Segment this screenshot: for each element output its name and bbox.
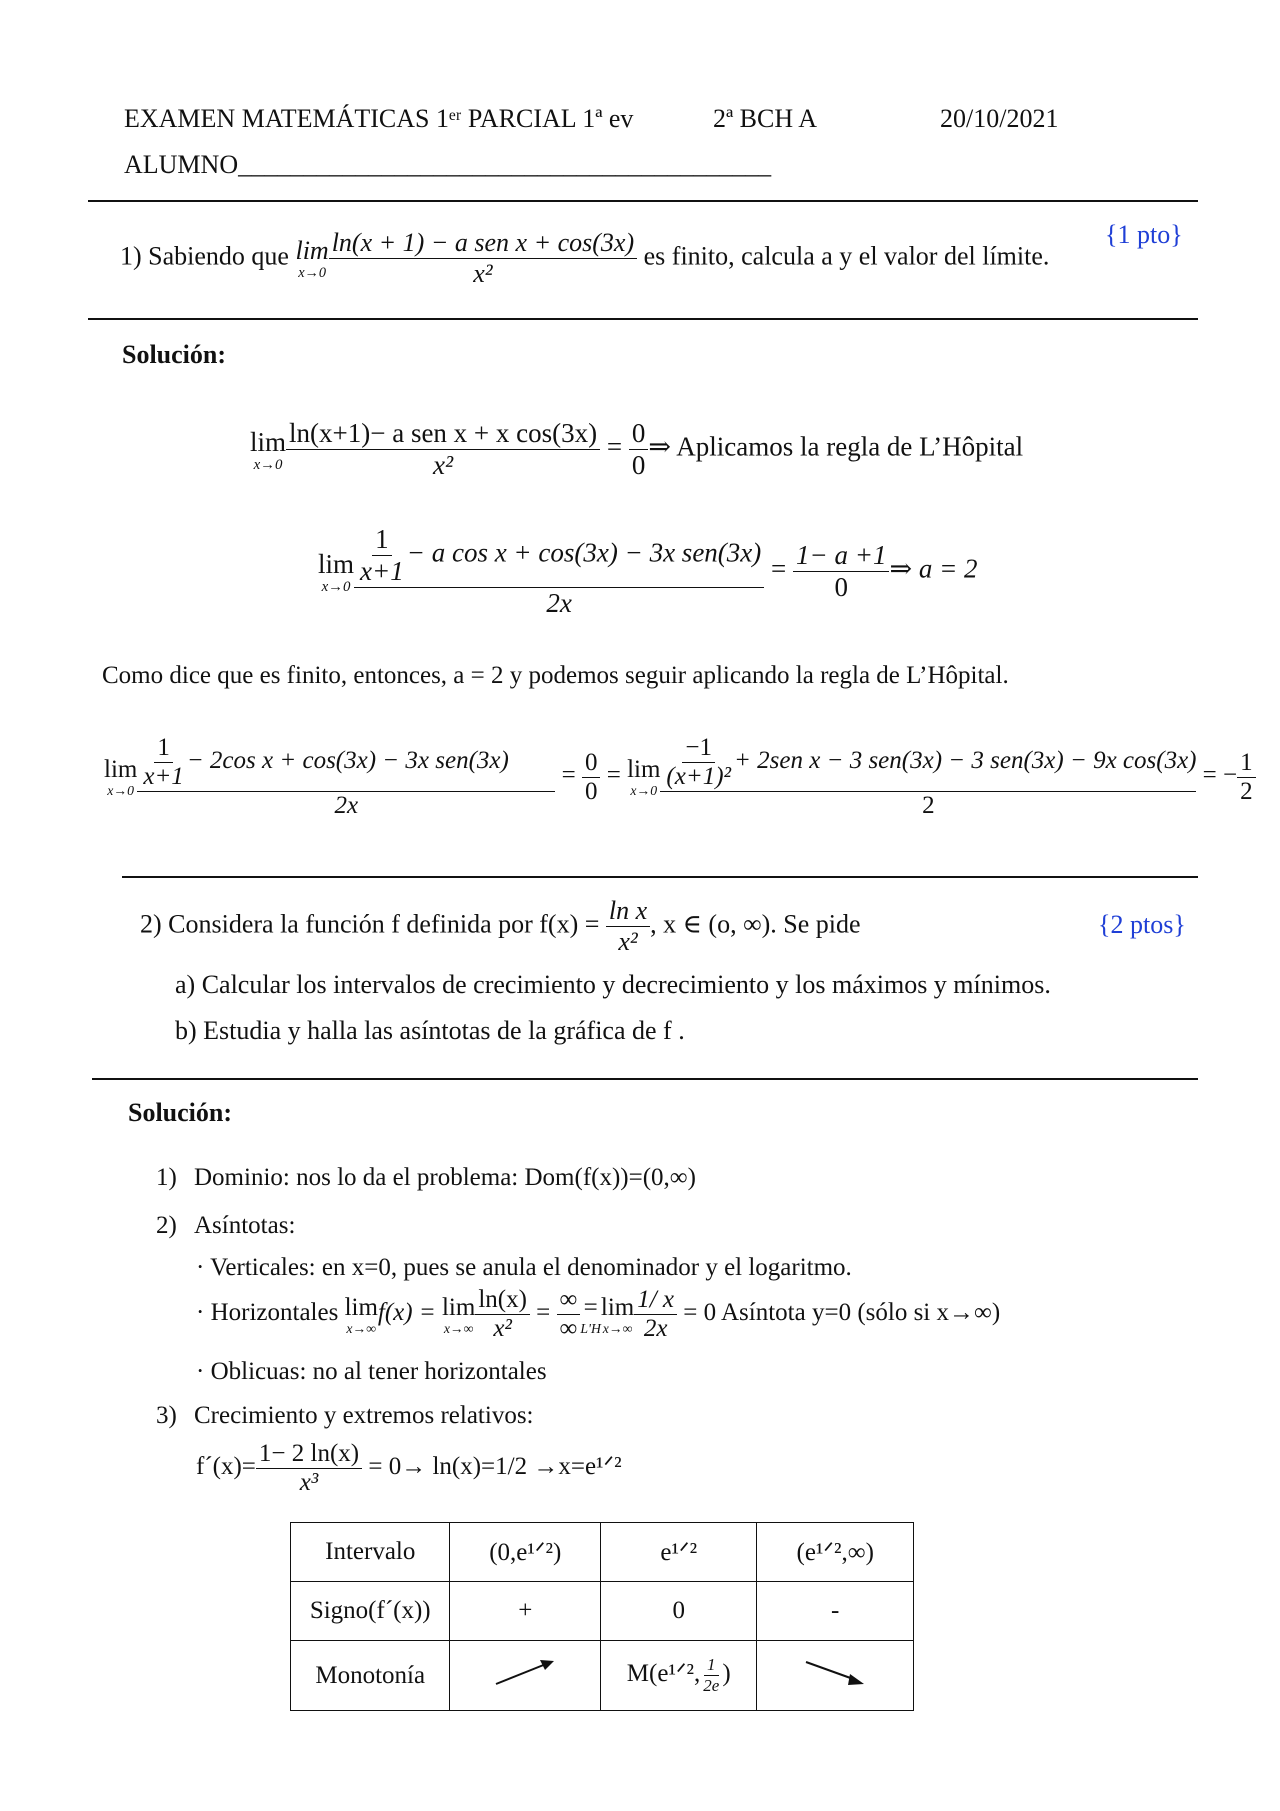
- inner-den: (x+1)²: [666, 763, 732, 790]
- inner-num: 1: [372, 524, 392, 556]
- lim: lim x→∞: [600, 1293, 635, 1336]
- student-blank: _________________________________________: [238, 150, 772, 179]
- divider: [122, 876, 1198, 878]
- fraction: [475, 1286, 530, 1343]
- p1-end: es finito, calcula a y el valor del límite.: [643, 241, 1050, 271]
- divider: [92, 1078, 1198, 1080]
- inner-fraction: [357, 524, 407, 587]
- p2-num: ln x: [606, 896, 650, 927]
- table-cell: Monotonía: [291, 1641, 450, 1711]
- frac-den: x²: [493, 1315, 512, 1342]
- fraction-2: [660, 734, 1196, 820]
- sol1-line-2: lim x→0 $\frac{1}{x+1}$ − a cos x + cos(3x) − 3x sen(3x) 2x = $\frac{1- a +1}{0}$ ⇒ a = 2: [318, 524, 978, 618]
- table-cell: (e¹ᐟ²,∞): [757, 1523, 914, 1582]
- table-cell: Intervalo: [291, 1523, 450, 1582]
- problem-1: [120, 228, 1049, 289]
- inner-den: x+1: [143, 763, 184, 790]
- sol1-line-1: [250, 418, 1023, 481]
- inner-num: 1: [154, 734, 173, 763]
- exam-title: EXAMEN MATEMÁTICAS 1ᵉʳ PARCIAL 1ª ev: [124, 104, 634, 133]
- item-1: Dominio: nos lo da el problema: Dom(f(x))=(0,∞): [194, 1164, 696, 1191]
- table-cell: (0,e¹ᐟ²): [450, 1523, 601, 1582]
- frac-num: [660, 734, 1196, 792]
- frac-den: x³: [299, 1469, 319, 1496]
- solution-title: Solución:: [122, 340, 227, 369]
- frac-den: 2e: [703, 1676, 720, 1695]
- fx: f(x) =: [377, 1299, 436, 1327]
- table-cell: +: [450, 1582, 601, 1641]
- divider: [88, 318, 1198, 320]
- zero-over-zero: [629, 418, 649, 481]
- lim-sub: x→∞: [346, 1320, 377, 1336]
- table-cell: [450, 1641, 601, 1711]
- exam-date: 20/10/2021: [940, 104, 1059, 133]
- p1-points: {1 pto}: [1105, 220, 1183, 249]
- lhopital-equals: = L'H: [580, 1293, 601, 1336]
- frac-num: 0: [582, 749, 601, 778]
- frac-den: 0: [834, 572, 848, 602]
- sol1-text: Como dice que es finito, entonces, a = 2 y podemos seguir aplicando la regla de L’Hôpital.: [102, 662, 1009, 689]
- result-fraction: [793, 540, 889, 603]
- frac-num: 1/ x: [634, 1286, 677, 1315]
- horizontal-asymptote: · Horizontales lim x→∞ f(x) = lim x→∞ $\frac{\ln(x)}{\text{x²}}$ = $\frac{\infty}{\infty}$ = L'H lim x→∞ $\frac{1/ x}{2x}$ = 0 Asíntota y=0 (sólo si x→∞): [196, 1286, 1001, 1342]
- equals: =: [606, 431, 623, 462]
- fraction: [634, 1286, 677, 1343]
- sol1-line-3: lim x→0 $\frac{1}{x+1}$ − 2cos x + cos(3x) − 3x sen(3x) 2x = $\frac{0}{0}$ = lim x→0 $\frac{-1}{\text{(x+1)²}}$ + 2sen x − 3 sen(3x) − 3 sen(3x) − 9x cos(3x) 2 = − $\frac{1}{2}$: [104, 734, 1256, 820]
- table-cell: [601, 1641, 757, 1711]
- max-text: M(e¹ᐟ²,: [626, 1660, 701, 1688]
- derivative-line: [196, 1440, 622, 1497]
- p1-den: x²: [473, 259, 493, 288]
- frac-num: 1− a +1: [793, 540, 889, 572]
- p2-start: 2) Considera la función f definida por f(x) =: [140, 909, 600, 939]
- student-label: [124, 150, 771, 180]
- lim: lim x→0: [104, 756, 138, 799]
- decreasing-arrow-icon: [800, 1654, 870, 1690]
- problem-2: [140, 896, 861, 957]
- lim: lim x→0: [250, 426, 287, 473]
- frac-den: x²: [433, 450, 454, 480]
- item-3-number: 3): [156, 1402, 177, 1429]
- num-rest: − a cos x + cos(3x) − 3x sen(3x): [406, 537, 762, 568]
- lim-sub: x→∞: [443, 1320, 474, 1336]
- table-cell: e¹ᐟ²: [601, 1523, 757, 1582]
- lim-sub: x→0: [298, 265, 326, 282]
- num-rest: + 2sen x − 3 sen(3x) − 3 sen(3x) − 9x cos(3x): [734, 747, 1197, 775]
- lhopital-text: ⇒ Aplicamos la regla de L’Hôpital: [648, 431, 1024, 462]
- lim: lim x→∞: [344, 1293, 378, 1336]
- p1-num: ln(x + 1) − a sen x + cos(3x): [329, 228, 637, 259]
- p1-start: 1) Sabiendo que: [120, 241, 289, 271]
- p2-part-a: a) Calcular los intervalos de crecimiento y decrecimiento y los máximos y mínimos.: [175, 970, 1051, 999]
- result-fraction: [1237, 749, 1256, 806]
- result-sign: = −: [1202, 761, 1238, 789]
- frac-num: 1− 2 ln(x): [256, 1440, 362, 1469]
- p2-part-b: b) Estudia y halla las asíntotas de la gráfica de f .: [175, 1016, 685, 1045]
- horiz-label: · Horizontales: [196, 1299, 339, 1327]
- deriv-lhs: f´(x)=: [196, 1453, 256, 1481]
- fraction: [286, 418, 600, 481]
- frac-num: ∞: [557, 1286, 581, 1315]
- num-rest: − 2cos x + cos(3x) − 3x sen(3x): [186, 747, 509, 775]
- table-row: [291, 1523, 914, 1582]
- oblique-asymptote: · Oblicuas: no al tener horizontales: [196, 1358, 547, 1385]
- divider: [88, 200, 1198, 202]
- group-label: 2ª BCH A: [713, 104, 817, 133]
- solution-title: Solución:: [128, 1098, 233, 1127]
- p2-points: {2 ptos}: [1098, 910, 1186, 939]
- inner-fraction: [663, 734, 734, 791]
- item-2-number: 2): [156, 1212, 177, 1239]
- frac-den: 2x: [546, 588, 572, 618]
- max-fraction: [700, 1655, 722, 1696]
- deriv-fraction: [256, 1440, 362, 1497]
- table-cell: [757, 1641, 914, 1711]
- lh-label: L'H: [580, 1320, 601, 1336]
- p1-fraction: [329, 228, 637, 289]
- p1-lim: [295, 236, 328, 280]
- table-cell: Signo(f´(x)): [291, 1582, 450, 1641]
- fraction: [137, 734, 555, 820]
- frac-den: 2x: [334, 792, 359, 819]
- frac-num: 1: [704, 1655, 719, 1676]
- vertical-asymptote: · Verticales: en x=0, pues se anula el denominador y el logaritmo.: [196, 1254, 852, 1281]
- frac-den: 2x: [643, 1315, 668, 1342]
- horiz-end: = 0 Asíntota y=0 (sólo si x→∞): [683, 1299, 1001, 1327]
- item-1-number: 1): [156, 1164, 177, 1191]
- p2-den: x²: [618, 927, 638, 956]
- lim-sub: x→∞: [602, 1320, 633, 1336]
- monotonicity-table: [290, 1522, 914, 1711]
- inner-num: −1: [682, 734, 715, 763]
- frac-num: [354, 524, 764, 588]
- p2-end: , x ∈ (o, ∞). Se pide: [650, 909, 861, 939]
- frac-den: 2: [1240, 777, 1253, 805]
- inner-den: x+1: [360, 556, 404, 586]
- p2-fraction: [606, 896, 650, 957]
- frac-num: [137, 734, 555, 792]
- deriv-end: = 0→ ln(x)=1/2 →x=e¹ᐟ²: [368, 1453, 622, 1481]
- max-close: ): [722, 1660, 731, 1688]
- frac-num: ln(x): [475, 1286, 530, 1315]
- lim: lim x→0: [627, 756, 661, 799]
- item-2: Asíntotas:: [194, 1212, 296, 1239]
- frac-num: 1: [1237, 749, 1256, 778]
- table-row: [291, 1582, 914, 1641]
- lim: lim x→∞: [441, 1293, 476, 1336]
- frac-num: 0: [629, 418, 649, 450]
- frac-den: 0: [584, 777, 598, 805]
- frac-den: 0: [631, 450, 646, 480]
- zero-over-zero: [582, 749, 601, 806]
- frac-den: ∞: [559, 1315, 578, 1342]
- lim-word: lim: [295, 236, 329, 266]
- frac-num: ln(x+1)− a sen x + x cos(3x): [286, 418, 600, 450]
- table-cell: -: [757, 1582, 914, 1641]
- lim: lim x→0: [318, 548, 355, 595]
- table-cell: 0: [601, 1582, 757, 1641]
- student-label-text: ALUMNO: [124, 150, 239, 179]
- frac-den: 2: [922, 792, 935, 819]
- increasing-arrow-icon: [490, 1654, 560, 1690]
- a-equals-2: ⇒ a = 2: [889, 553, 978, 584]
- table-row: [291, 1641, 914, 1711]
- fraction: [354, 524, 764, 619]
- item-3: Crecimiento y extremos relativos:: [194, 1402, 534, 1429]
- inner-fraction: [140, 734, 186, 791]
- inf-over-inf: [557, 1286, 581, 1343]
